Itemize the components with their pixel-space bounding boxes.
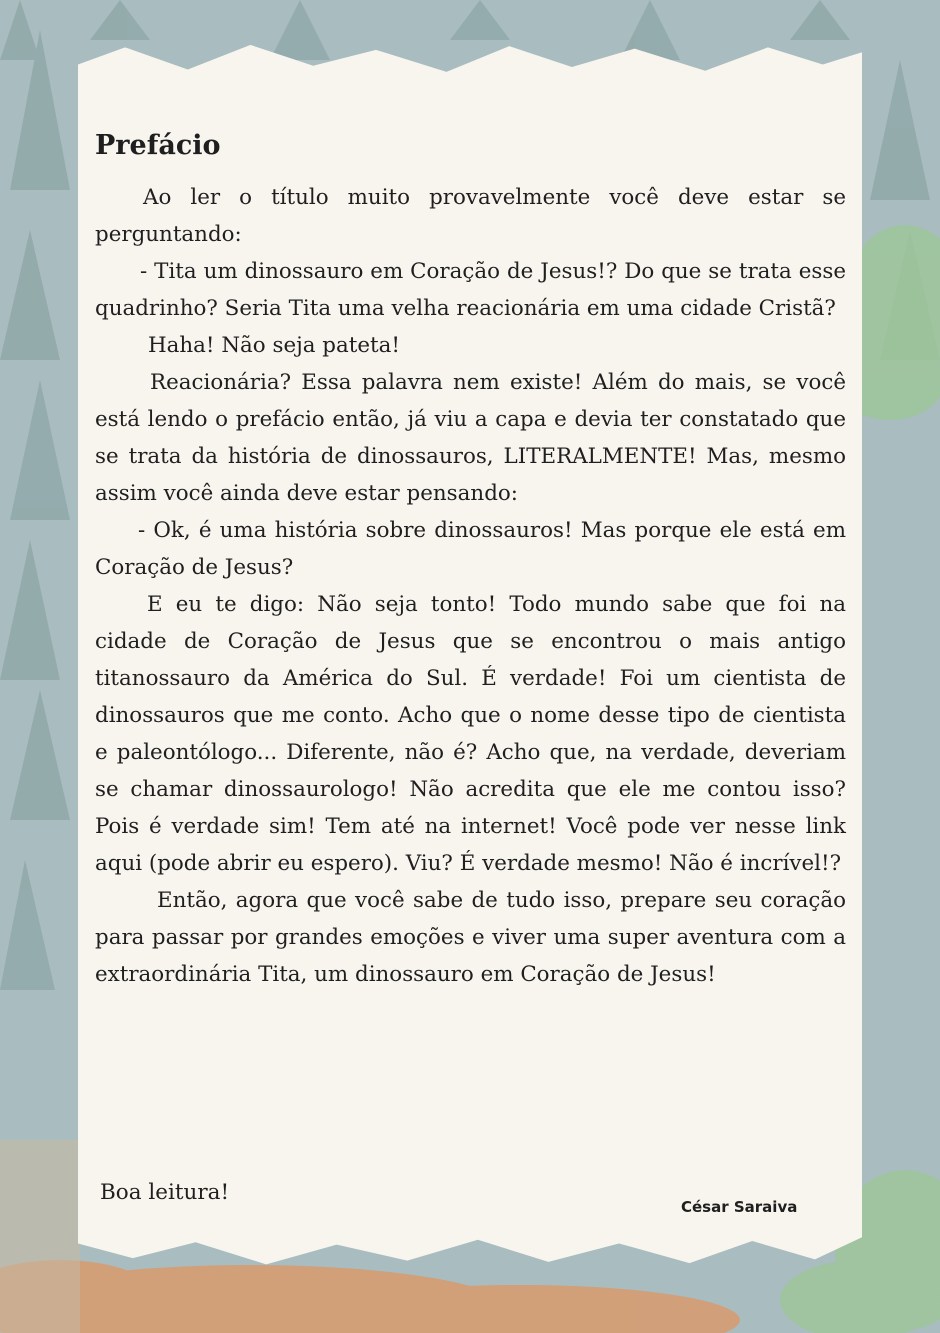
author-signature: César Saraiva bbox=[681, 1198, 798, 1216]
paragraph-6: E eu te digo: Não seja tonto! Todo mundo sabe que foi na cidade de Coração de Jesus que se encontrou o mais antigo titanossauro da América do Sul. É verdade! Foi um cientista de dinossauros que me conto. Acho que o nome desse tipo de cientista e paleontólogo... Diferente, não é? Acho que, na verdade, deveriam se chamar dinossaurologo! Não acredita que ele me contou isso? Pois é verdade sim! Tem até na internet! Você pode ver nesse link aqui (pode abrir eu espero). Viu? É verdade mesmo! Não é incrível!? bbox=[95, 592, 846, 876]
page-title: Prefácio bbox=[95, 130, 221, 161]
paragraph-4: Reacionária? Essa palavra nem existe! Além do mais, se você está lendo o prefácio então, já viu a capa e devia ter constatado que se trata da história de dinossauros, LITERALMENTE! Mas, mesmo assim você ainda deve estar pensando: bbox=[95, 370, 846, 506]
paragraph-1: Ao ler o título muito provavelmente você deve estar se perguntando: bbox=[95, 185, 846, 247]
paragraph-7: Então, agora que você sabe de tudo isso, prepare seu coração para passar por grandes emoções e viver uma super aventura com a extraordinária Tita, um dinossauro em Coração de Jesus! bbox=[95, 888, 846, 987]
preface-body bbox=[95, 179, 846, 993]
paragraph-3: Haha! Não seja pateta! bbox=[148, 333, 400, 358]
paragraph-5: - Ok, é uma história sobre dinossauros! Mas porque ele está em Coração de Jesus? bbox=[95, 518, 846, 580]
closing-greeting: Boa leitura! bbox=[100, 1180, 230, 1205]
paragraph-2: - Tita um dinossauro em Coração de Jesus!? Do que se trata esse quadrinho? Seria Tita uma velha reacionária em uma cidade Cristã? bbox=[95, 259, 846, 321]
